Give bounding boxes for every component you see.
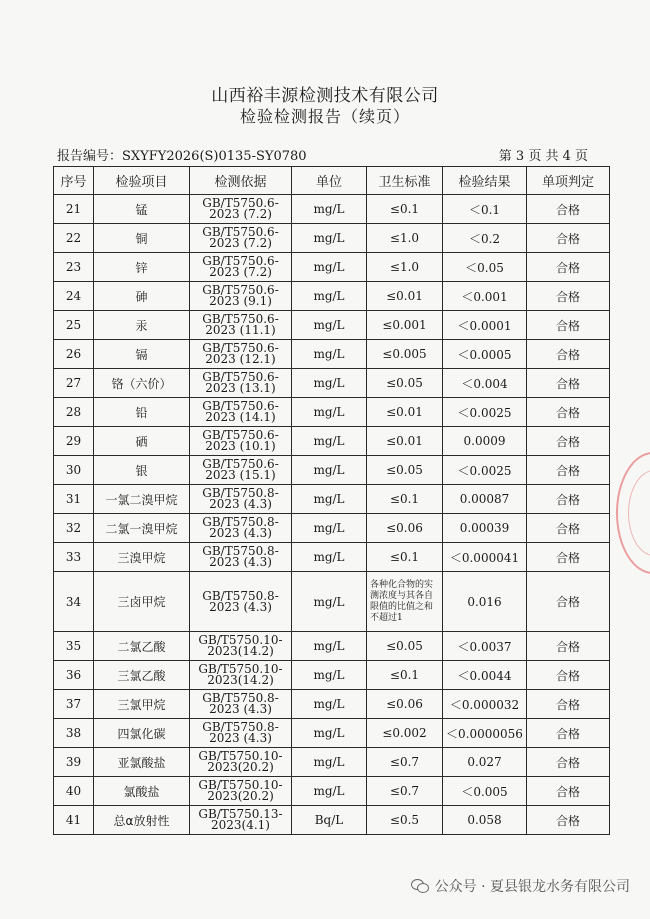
col-header-judgement: 单项判定	[527, 167, 610, 195]
table-row	[54, 777, 610, 806]
cell-item: 镉	[94, 340, 190, 369]
cell-basis: GB/T5750.10-2023(20.2)	[190, 748, 292, 777]
table-row	[54, 398, 610, 427]
cell-no: 40	[54, 777, 94, 806]
cell-no: 34	[54, 572, 94, 632]
cell-judgement: 合格	[527, 572, 610, 632]
cell-judgement: 合格	[527, 543, 610, 572]
cell-item: 汞	[94, 311, 190, 340]
cell-item: 氯酸盐	[94, 777, 190, 806]
cell-standard: ≤0.05	[367, 632, 443, 661]
report-title: 检验检测报告（续页）	[239, 107, 410, 126]
cell-standard: ≤0.1	[367, 195, 443, 224]
cell-judgement: 合格	[527, 398, 610, 427]
results-table	[53, 166, 610, 835]
cell-basis: GB/T5750.6-2023 (9.1)	[190, 282, 292, 311]
cell-unit: mg/L	[292, 572, 367, 632]
cell-judgement: 合格	[527, 661, 610, 690]
cell-unit: mg/L	[292, 456, 367, 485]
cell-no: 35	[54, 632, 94, 661]
cell-item: 砷	[94, 282, 190, 311]
cell-result: 0.016	[443, 572, 527, 632]
cell-no: 39	[54, 748, 94, 777]
cell-standard: ≤0.1	[367, 543, 443, 572]
col-header-unit: 单位	[292, 167, 367, 195]
cell-judgement: 合格	[527, 514, 610, 543]
cell-result: 0.00039	[443, 514, 527, 543]
col-header-standard: 卫生标准	[367, 167, 443, 195]
cell-basis: GB/T5750.8-2023 (4.3)	[190, 543, 292, 572]
cell-judgement: 合格	[527, 690, 610, 719]
cell-standard: ≤0.1	[367, 661, 443, 690]
cell-result: 0.027	[443, 748, 527, 777]
table-row	[54, 748, 610, 777]
cell-standard: ≤0.06	[367, 514, 443, 543]
cell-result: ＜0.1	[443, 195, 527, 224]
cell-judgement: 合格	[527, 456, 610, 485]
cell-judgement: 合格	[527, 632, 610, 661]
cell-no: 29	[54, 427, 94, 456]
cell-unit: mg/L	[292, 543, 367, 572]
cell-judgement: 合格	[527, 777, 610, 806]
cell-unit: mg/L	[292, 719, 367, 748]
cell-result: ＜0.0005	[443, 340, 527, 369]
cell-unit: mg/L	[292, 311, 367, 340]
cell-result: ＜0.000041	[443, 543, 527, 572]
col-header-item: 检验项目	[94, 167, 190, 195]
cell-judgement: 合格	[527, 282, 610, 311]
cell-standard: ≤0.05	[367, 456, 443, 485]
cell-result: 0.0009	[443, 427, 527, 456]
table-row	[54, 690, 610, 719]
cell-unit: mg/L	[292, 485, 367, 514]
cell-standard: ≤0.05	[367, 369, 443, 398]
cell-unit: mg/L	[292, 514, 367, 543]
cell-no: 30	[54, 456, 94, 485]
cell-standard: ≤0.01	[367, 427, 443, 456]
col-header-result: 检验结果	[443, 167, 527, 195]
table-row	[54, 195, 610, 224]
wechat-icon	[411, 878, 429, 894]
cell-basis: GB/T5750.6-2023 (7.2)	[190, 224, 292, 253]
cell-no: 24	[54, 282, 94, 311]
table-header-row	[54, 167, 610, 195]
cell-unit: mg/L	[292, 340, 367, 369]
cell-item: 二氯一溴甲烷	[94, 514, 190, 543]
cell-judgement: 合格	[527, 195, 610, 224]
cell-judgement: 合格	[527, 369, 610, 398]
cell-result: 0.058	[443, 806, 527, 835]
cell-judgement: 合格	[527, 719, 610, 748]
cell-result: ＜0.2	[443, 224, 527, 253]
table-row	[54, 427, 610, 456]
cell-unit: mg/L	[292, 253, 367, 282]
table-row	[54, 224, 610, 253]
cell-unit: mg/L	[292, 398, 367, 427]
cell-judgement: 合格	[527, 253, 610, 282]
cell-no: 32	[54, 514, 94, 543]
table-body	[54, 195, 610, 835]
cell-no: 25	[54, 311, 94, 340]
cell-item: 银	[94, 456, 190, 485]
cell-unit: mg/L	[292, 427, 367, 456]
cell-basis: GB/T5750.8-2023 (4.3)	[190, 719, 292, 748]
cell-item: 锰	[94, 195, 190, 224]
cell-standard: ≤1.0	[367, 253, 443, 282]
cell-no: 28	[54, 398, 94, 427]
cell-item: 铅	[94, 398, 190, 427]
cell-item: 三溴甲烷	[94, 543, 190, 572]
cell-unit: mg/L	[292, 224, 367, 253]
cell-no: 36	[54, 661, 94, 690]
cell-basis: GB/T5750.6-2023 (12.1)	[190, 340, 292, 369]
cell-standard: ≤0.1	[367, 485, 443, 514]
cell-item: 四氯化碳	[94, 719, 190, 748]
cell-basis: GB/T5750.10-2023(20.2)	[190, 777, 292, 806]
cell-no: 27	[54, 369, 94, 398]
cell-item: 三卤甲烷	[94, 572, 190, 632]
cell-item: 二氯乙酸	[94, 632, 190, 661]
cell-standard: ≤0.005	[367, 340, 443, 369]
cell-basis: GB/T5750.8-2023 (4.3)	[190, 690, 292, 719]
table-row	[54, 485, 610, 514]
cell-item: 铬（六价）	[94, 369, 190, 398]
cell-basis: GB/T5750.10-2023(14.2)	[190, 632, 292, 661]
cell-item: 铜	[94, 224, 190, 253]
cell-judgement: 合格	[527, 748, 610, 777]
cell-basis: GB/T5750.13-2023(4.1)	[190, 806, 292, 835]
cell-judgement: 合格	[527, 340, 610, 369]
report-number-label: 报告编号：	[57, 149, 123, 164]
cell-item: 锌	[94, 253, 190, 282]
cell-result: ＜0.0025	[443, 456, 527, 485]
table-row	[54, 311, 610, 340]
cell-judgement: 合格	[527, 806, 610, 835]
cell-judgement: 合格	[527, 485, 610, 514]
cell-result: ＜0.0044	[443, 661, 527, 690]
cell-basis: GB/T5750.6-2023 (11.1)	[190, 311, 292, 340]
cell-unit: mg/L	[292, 369, 367, 398]
cell-standard: ≤0.01	[367, 282, 443, 311]
report-number-value: SXYFY2026(S)0135-SY0780	[122, 149, 307, 164]
table-row	[54, 806, 610, 835]
cell-unit: mg/L	[292, 748, 367, 777]
cell-standard: ≤0.01	[367, 398, 443, 427]
cell-unit: Bq/L	[292, 806, 367, 835]
cell-basis: GB/T5750.8-2023 (4.3)	[190, 514, 292, 543]
cell-basis: GB/T5750.6-2023 (15.1)	[190, 456, 292, 485]
cell-item: 一氯二溴甲烷	[94, 485, 190, 514]
cell-standard: ≤0.001	[367, 311, 443, 340]
cell-judgement: 合格	[527, 224, 610, 253]
cell-standard: ≤0.5	[367, 806, 443, 835]
cell-no: 22	[54, 224, 94, 253]
cell-basis: GB/T5750.6-2023 (10.1)	[190, 427, 292, 456]
table-row	[54, 514, 610, 543]
cell-result: ＜0.0025	[443, 398, 527, 427]
cell-item: 三氯乙酸	[94, 661, 190, 690]
table-row	[54, 340, 610, 369]
cell-standard: ≤0.7	[367, 748, 443, 777]
table-row	[54, 456, 610, 485]
table-row	[54, 719, 610, 748]
cell-basis: GB/T5750.8-2023 (4.3)	[190, 485, 292, 514]
cell-unit: mg/L	[292, 282, 367, 311]
cell-no: 41	[54, 806, 94, 835]
cell-no: 26	[54, 340, 94, 369]
cell-basis: GB/T5750.6-2023 (7.2)	[190, 195, 292, 224]
cell-judgement: 合格	[527, 427, 610, 456]
cell-unit: mg/L	[292, 195, 367, 224]
report-number	[57, 145, 307, 164]
table-row	[54, 282, 610, 311]
cell-no: 33	[54, 543, 94, 572]
cell-result: ＜0.004	[443, 369, 527, 398]
table-row	[54, 632, 610, 661]
table-row	[54, 661, 610, 690]
cell-basis: GB/T5750.8-2023 (4.3)	[190, 572, 292, 632]
cell-item: 硒	[94, 427, 190, 456]
cell-unit: mg/L	[292, 632, 367, 661]
cell-standard: ≤0.7	[367, 777, 443, 806]
cell-judgement: 合格	[527, 311, 610, 340]
table-row	[54, 543, 610, 572]
cell-no: 38	[54, 719, 94, 748]
cell-item: 总α放射性	[94, 806, 190, 835]
cell-basis: GB/T5750.6-2023 (7.2)	[190, 253, 292, 282]
cell-standard: ≤0.06	[367, 690, 443, 719]
cell-no: 23	[54, 253, 94, 282]
cell-result: ＜0.0000056	[443, 719, 527, 748]
cell-unit: mg/L	[292, 690, 367, 719]
cell-unit: mg/L	[292, 777, 367, 806]
table-row	[54, 572, 610, 632]
table-row	[54, 369, 610, 398]
cell-result: ＜0.05	[443, 253, 527, 282]
cell-item: 三氯甲烷	[94, 690, 190, 719]
cell-result: ＜0.0001	[443, 311, 527, 340]
cell-basis: GB/T5750.6-2023 (14.1)	[190, 398, 292, 427]
wechat-watermark	[411, 876, 630, 896]
cell-result: ＜0.005	[443, 777, 527, 806]
company-name: 山西裕丰源检测技术有限公司	[211, 86, 439, 106]
cell-result: ＜0.000032	[443, 690, 527, 719]
cell-basis: GB/T5750.10-2023(14.2)	[190, 661, 292, 690]
cell-unit: mg/L	[292, 661, 367, 690]
watermark-text: 公众号 · 夏县银龙水务有限公司	[434, 879, 630, 895]
table-row	[54, 253, 610, 282]
cell-item: 亚氯酸盐	[94, 748, 190, 777]
cell-result: ＜0.001	[443, 282, 527, 311]
cell-standard: ≤0.002	[367, 719, 443, 748]
cell-no: 21	[54, 195, 94, 224]
cell-no: 31	[54, 485, 94, 514]
cell-basis: GB/T5750.6-2023 (13.1)	[190, 369, 292, 398]
col-header-no: 序号	[54, 167, 94, 195]
col-header-basis: 检测依据	[190, 167, 292, 195]
cell-result: ＜0.0037	[443, 632, 527, 661]
page-indicator: 第 3 页 共 4 页	[498, 149, 588, 164]
cell-result: 0.00087	[443, 485, 527, 514]
cell-standard: ≤1.0	[367, 224, 443, 253]
cell-no: 37	[54, 690, 94, 719]
cell-standard: 各种化合物的实测浓度与其各自限值的比值之和不超过1	[367, 572, 443, 632]
